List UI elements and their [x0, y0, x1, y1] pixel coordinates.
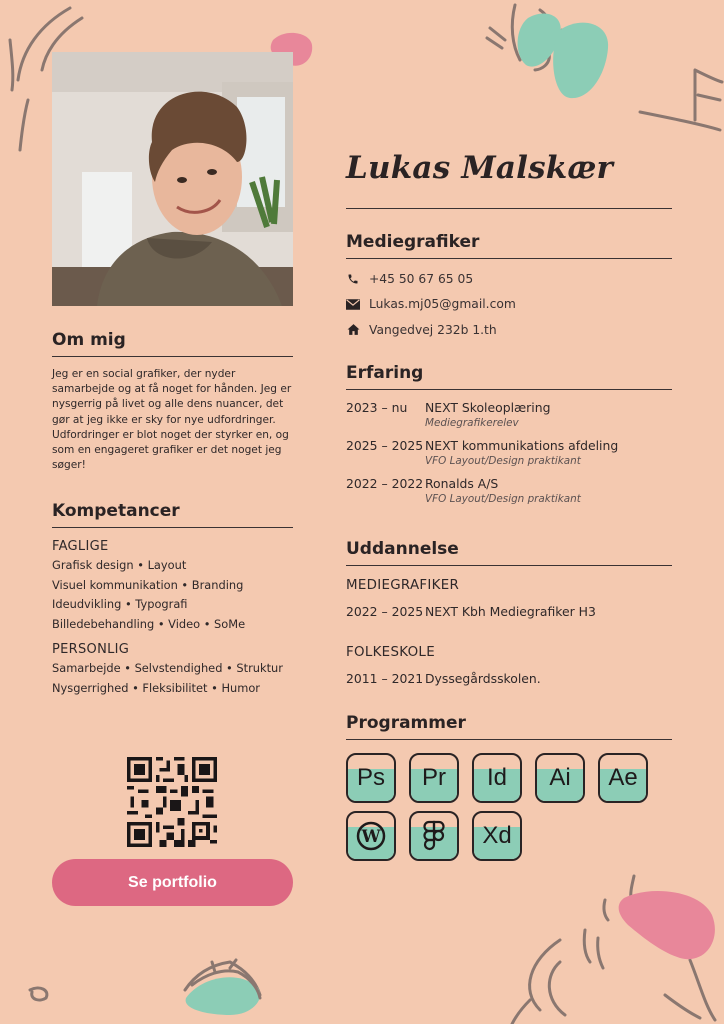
education-place: NEXT Kbh Mediegrafiker H3	[425, 604, 596, 619]
experience-title-text: NEXT Skoleoplæring	[425, 400, 551, 415]
skills-group-heading: PERSONLIG	[52, 642, 130, 658]
xd-icon	[472, 811, 522, 861]
education-section	[346, 539, 672, 686]
svg-text:W: W	[361, 827, 381, 847]
experience-section	[346, 363, 672, 505]
education-date: 2022 – 2025	[346, 604, 424, 619]
education-title: Uddannelse	[346, 539, 672, 566]
contact-address	[346, 317, 672, 343]
mail-icon	[346, 297, 360, 311]
contact-section	[346, 232, 672, 343]
experience-title-text: Ronalds A/S	[425, 476, 499, 491]
home-icon	[346, 323, 360, 337]
program-label: Ps	[356, 764, 385, 791]
skills-title: Kompetancer	[52, 501, 293, 528]
education-item	[346, 578, 672, 619]
experience-subtitle: Mediegrafikerelev	[425, 417, 519, 429]
contact-text: Vangedvej 232b 1.th	[369, 322, 497, 337]
experience-item	[346, 438, 672, 467]
skills-line: Nysgerrighed • Fleksibilitet • Humor	[52, 680, 260, 695]
role-title: Mediegrafiker	[346, 232, 672, 259]
premiere-icon	[409, 753, 459, 803]
education-item	[346, 645, 672, 686]
skills-line: Grafisk design • Layout	[52, 558, 187, 573]
after-effects-icon	[598, 753, 648, 803]
full-name: Lukas Malskær	[346, 150, 614, 186]
illustrator-icon	[535, 753, 585, 803]
programs-title: Programmer	[346, 713, 672, 740]
profile-photo	[52, 52, 293, 306]
experience-subtitle: VFO Layout/Design praktikant	[425, 455, 581, 467]
programs-section	[346, 713, 672, 740]
skills-line: Visuel kommunikation • Branding	[52, 577, 244, 592]
experience-title: Erfaring	[346, 363, 672, 390]
program-label: Xd	[482, 822, 512, 849]
skills-line: Billedebehandling • Video • SoMe	[52, 616, 246, 631]
name-divider	[346, 208, 672, 209]
program-label: Ae	[608, 764, 638, 791]
skills-line: Samarbejde • Selvstendighed • Struktur	[52, 661, 283, 676]
experience-item	[346, 476, 672, 505]
experience-date: 2025 – 2025	[346, 438, 424, 453]
experience-date: 2023 – nu	[346, 400, 408, 415]
left-column	[52, 330, 293, 698]
contact-email	[346, 292, 672, 318]
education-date: 2011 – 2021	[346, 671, 424, 686]
education-heading: FOLKESKOLE	[346, 645, 435, 660]
phone-icon	[346, 272, 360, 286]
education-heading: MEDIEGRAFIKER	[346, 578, 460, 593]
portfolio-button[interactable]: Se portfolio	[52, 859, 293, 906]
program-label: Ai	[549, 764, 571, 791]
about-text: Jeg er en social grafiker, der nyder samarbejde og at få noget for hånden. Jeg er nysgerrig på livet og alle dens nuancer, det gør at jeg ikke er sky for nye udfordringer. Udfordringer er blot noget der styrker en, og som en engageret grafiker er det noget jeg søger!	[52, 368, 292, 472]
experience-date: 2022 – 2022	[346, 476, 424, 491]
experience-item	[346, 400, 672, 429]
experience-subtitle: VFO Layout/Design praktikant	[425, 493, 581, 505]
contact-text[interactable]: Lukas.mj05@gmail.com	[369, 297, 516, 312]
contact-text[interactable]: +45 50 67 65 05	[369, 271, 474, 286]
qr-code[interactable]	[127, 757, 217, 847]
about-title: Om mig	[52, 330, 293, 357]
education-place: Dyssegårdsskolen.	[425, 671, 541, 686]
photoshop-icon	[346, 753, 396, 803]
profile-photo-illustration	[52, 52, 293, 306]
figma-icon	[409, 811, 459, 861]
contact-phone	[346, 266, 672, 292]
indesign-icon	[472, 753, 522, 803]
program-label: Pr	[422, 764, 446, 791]
wordpress-icon	[346, 811, 396, 861]
experience-title-text: NEXT kommunikations afdeling	[425, 438, 619, 453]
skills-line: Ideudvikling • Typografi	[52, 597, 188, 612]
skills-group-heading: FAGLIGE	[52, 539, 109, 555]
program-label: Id	[486, 764, 507, 791]
